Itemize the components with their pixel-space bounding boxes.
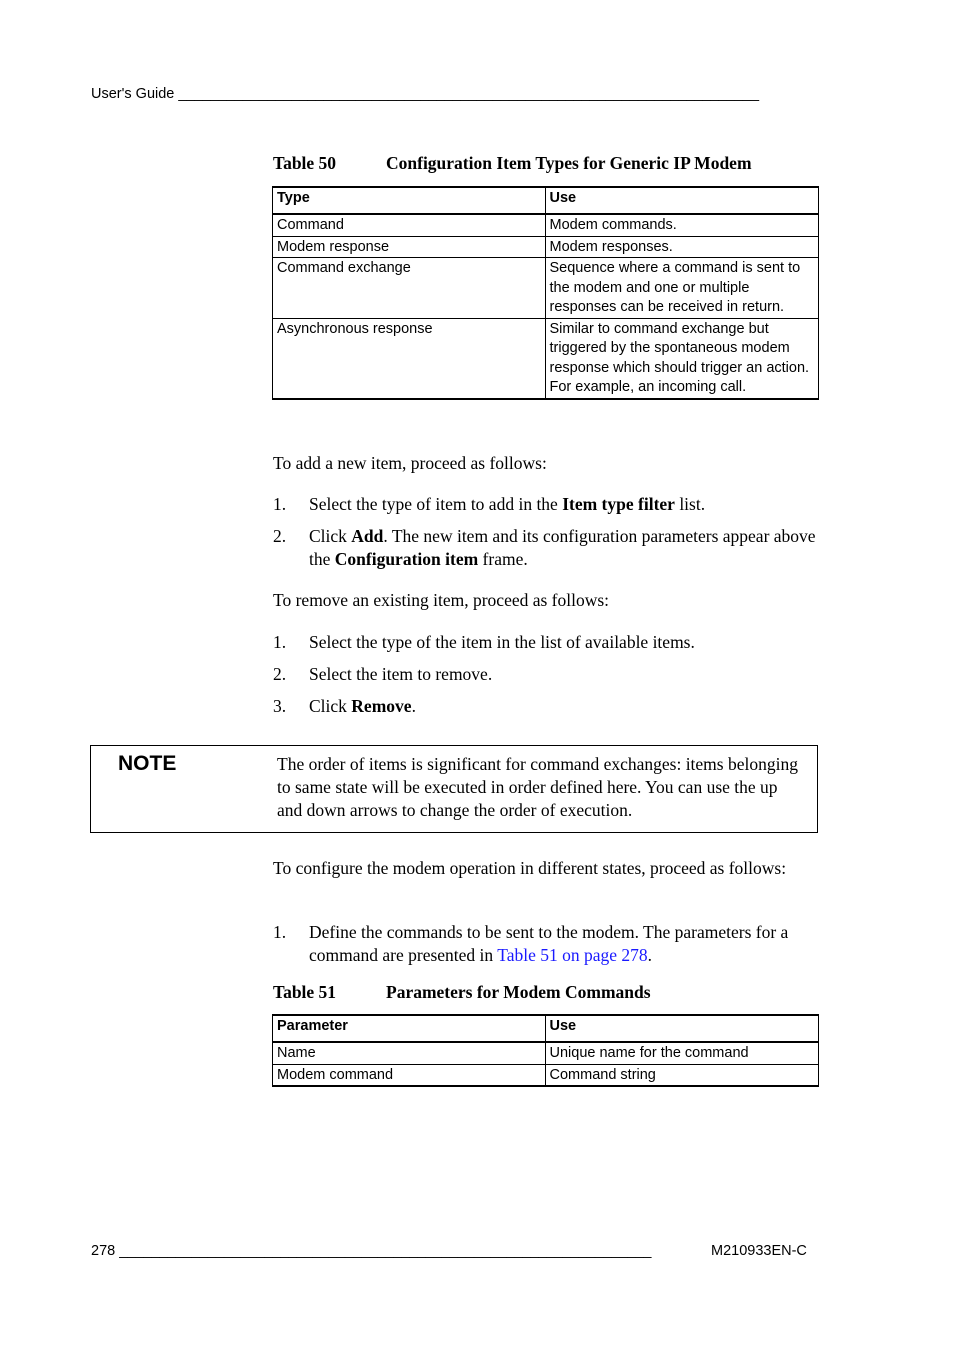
step-text: Click Remove. [309,696,416,716]
table-cell: Sequence where a command is sent to the modem and one or multiple responses can be received in return. [545,258,819,319]
document-code: M210933EN-C [711,1243,807,1259]
table-50-title: Configuration Item Types for Generic IP Modem [386,153,752,173]
add-intro: To add a new item, proceed as follows: [273,453,547,473]
table-header-row [273,187,819,214]
table-51-link[interactable]: Table 51 on page 278 [497,945,648,965]
remove-intro: To remove an existing item, proceed as follows: [273,590,610,610]
step-number: 1. [273,922,287,942]
table-51 [272,1014,819,1087]
table-cell: Modem command [273,1064,546,1086]
column-header: Use [545,1015,819,1042]
step-number: 1. [273,494,287,514]
step-text: Select the type of the item in the list of available items. [309,632,695,652]
table-header-row [273,1015,819,1042]
table-cell: Command exchange [273,258,546,319]
configure-intro: To configure the modem operation in different states, proceed as follows: [273,858,787,878]
table-50 [272,186,819,400]
table-cell: Command string [545,1064,819,1086]
page-footer-left: 278 __________________________________________________________________ [91,1243,652,1259]
column-header: Use [545,187,819,214]
step-number: 3. [273,696,287,716]
table-51-title: Parameters for Modem Commands [386,982,651,1002]
table-cell: Modem response [273,236,546,258]
table-cell: Asynchronous response [273,318,546,399]
table-cell: Name [273,1042,546,1064]
table-cell: Similar to command exchange but triggered by the spontaneous modem response which should trigger an action. For example, an incoming call. [545,318,819,399]
table-row [273,1064,819,1086]
step-text: Click Add. The new item and its configuration parameters appear above the Configuration item frame. [309,526,816,569]
step-text: Select the type of item to add in the Item type filter list. [309,494,706,514]
note-text: The order of items is significant for command exchanges: items belonging to same state will be executed in order defined here. You can use the up and down arrows to change the order of execution. [277,754,798,820]
table-cell: Unique name for the command [545,1042,819,1064]
table-cell: Command [273,214,546,236]
step-text: Define the commands to be sent to the modem. The parameters for a command are presented in Table 51 on page 278. [309,922,789,965]
column-header: Parameter [273,1015,546,1042]
table-row [273,258,819,319]
table-row [273,1042,819,1064]
table-cell: Modem responses. [545,236,819,258]
table-cell: Modem commands. [545,214,819,236]
note-box [90,745,818,833]
table-50-number: Table 50 [273,153,337,173]
step-text: Select the item to remove. [309,664,493,684]
table-50-caption [273,153,752,174]
table-row [273,318,819,399]
table-51-caption [273,982,651,1003]
table-51-number: Table 51 [273,982,337,1002]
column-header: Type [273,187,546,214]
note-label: NOTE [118,752,177,775]
running-header: User's Guide ________________________________________________________________________ [91,86,760,102]
step-number: 1. [273,632,287,652]
table-row [273,214,819,236]
table-row [273,236,819,258]
step-number: 2. [273,526,287,546]
step-number: 2. [273,664,287,684]
